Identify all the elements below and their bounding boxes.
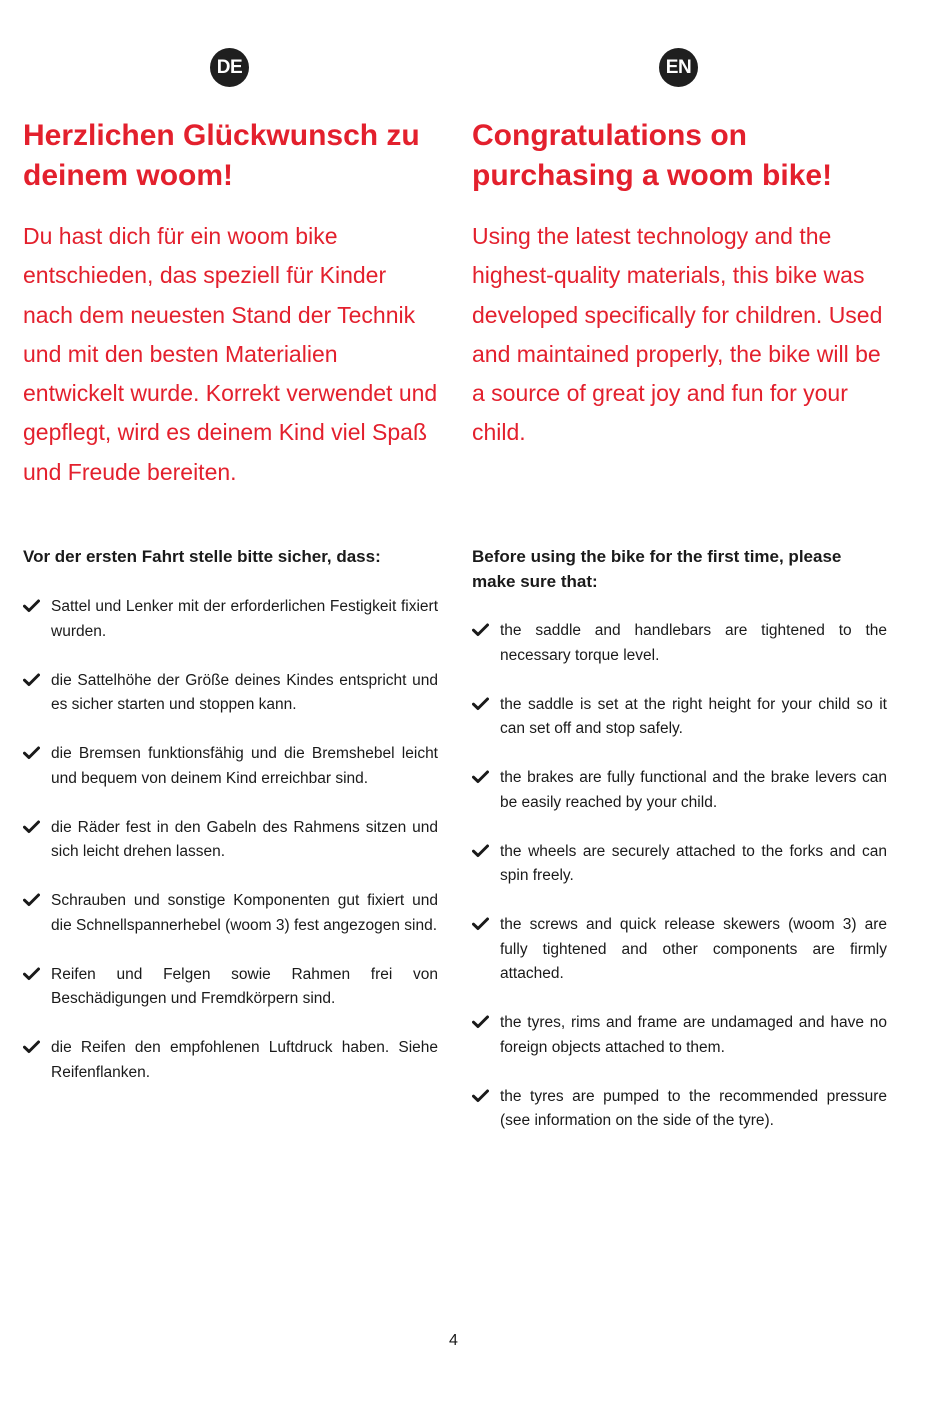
checklist-item — [472, 693, 887, 742]
intro-text-de: Du hast dich für ein woom bike entschieden, das speziell für Kinder nach dem neuesten Stand der Technik und mit den besten Materialien entwickelt wurde. Korrekt verwendet und gepflegt, wird es deinem Kind viel Spaß und Freude bereiten. — [23, 223, 438, 485]
checkmark-icon — [472, 844, 489, 858]
checkmark-icon — [472, 1015, 489, 1029]
checkmark-icon — [472, 1089, 489, 1103]
checklist-item — [472, 766, 887, 815]
intro-text-en: Using the latest technology and the highest-quality materials, this bike was developed specifically for children. Used and maintained properly, the bike will be a source of great joy and fun for your child. — [472, 223, 883, 446]
checklist-item — [472, 913, 887, 987]
checklist-en — [472, 619, 887, 1158]
checkmark-icon — [472, 770, 489, 784]
checklist-item-text: die Reifen den empfohlenen Luftdruck haben. Siehe Reifenflanken. — [51, 1039, 438, 1081]
checklist-heading-en: Before using the bike for the first time, please make sure that: — [472, 547, 842, 591]
checklist-item-text: the tyres, rims and frame are undamaged and have no foreign objects attached to them. — [500, 1014, 887, 1056]
checklist-item — [23, 1036, 438, 1085]
language-badge-de: DE — [210, 48, 249, 87]
checkmark-icon — [23, 1040, 40, 1054]
checklist-item-text: die Sattelhöhe der Größe deines Kindes entspricht und es sicher starten und stoppen kann. — [51, 671, 438, 713]
checklist-item-text: the saddle is set at the right height for your child so it can set off and stop safely. — [500, 695, 887, 737]
checkmark-icon — [23, 599, 40, 613]
checklist-de — [23, 595, 438, 1110]
checklist-item — [23, 963, 438, 1012]
language-badge-en: EN — [659, 48, 698, 87]
checklist-item — [472, 840, 887, 889]
checklist-item-text: Sattel und Lenker mit der erforderlichen Festigkeit fixiert wurden. — [51, 598, 438, 640]
checklist-item-text: die Bremsen funktionsfähig und die Bremshebel leicht und bequem von deinem Kind erreichbar sind. — [51, 745, 438, 787]
checklist-item-text: the wheels are securely attached to the forks and can spin freely. — [500, 842, 887, 884]
checklist-heading-de: Vor der ersten Fahrt stelle bitte sicher, dass: — [23, 547, 381, 566]
checklist-item-text: Schrauben und sonstige Komponenten gut fixiert und die Schnellspannerhebel (woom 3) fest angezogen sind. — [51, 892, 438, 934]
checklist-item-text: the saddle and handlebars are tightened to the necessary torque level. — [500, 622, 887, 664]
checklist-item — [472, 619, 887, 668]
checkmark-icon — [472, 697, 489, 711]
checkmark-icon — [23, 967, 40, 981]
checklist-item — [23, 889, 438, 938]
checkmark-icon — [23, 820, 40, 834]
headline-de: Herzlichen Glückwunsch zu deinem woom! — [23, 119, 420, 192]
checklist-item-text: die Räder fest in den Gabeln des Rahmens sitzen und sich leicht drehen lassen. — [51, 818, 438, 860]
checkmark-icon — [23, 746, 40, 760]
checklist-item — [23, 742, 438, 791]
checklist-item-text: the brakes are fully functional and the brake levers can be easily reached by your child. — [500, 769, 887, 811]
checklist-item — [23, 669, 438, 718]
checkmark-icon — [472, 623, 489, 637]
checklist-item — [23, 595, 438, 644]
checklist-item — [23, 816, 438, 865]
checkmark-icon — [23, 673, 40, 687]
checklist-item-text: Reifen und Felgen sowie Rahmen frei von Beschädigungen und Fremdkörpern sind. — [51, 965, 438, 1007]
checklist-item-text: the screws and quick release skewers (woom 3) are fully tightened and other components are firmly attached. — [500, 916, 887, 982]
checklist-item — [472, 1011, 887, 1060]
page-number: 4 — [449, 1332, 458, 1349]
checklist-item — [472, 1085, 887, 1134]
checklist-item-text: the tyres are pumped to the recommended pressure (see information on the side of the tyre). — [500, 1087, 887, 1129]
checkmark-icon — [472, 917, 489, 931]
headline-en: Congratulations on purchasing a woom bike! — [472, 119, 833, 192]
checkmark-icon — [23, 893, 40, 907]
